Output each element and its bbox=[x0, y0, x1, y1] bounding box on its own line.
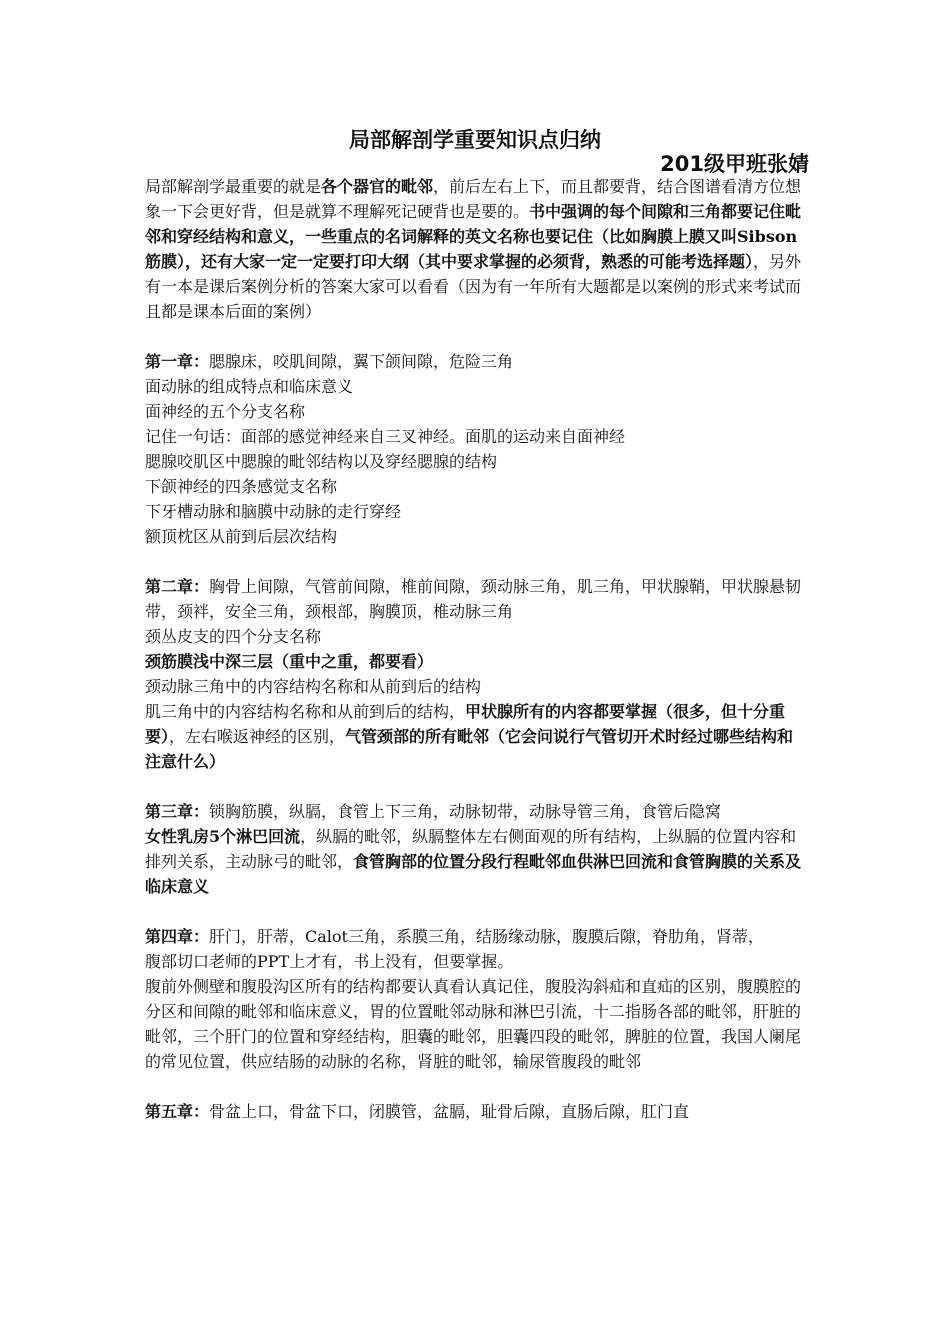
document-title: 局部解剖学重要知识点归纳 bbox=[349, 128, 601, 152]
chapter-2-topics: 胸骨上间隙，气管前间隙，椎前间隙，颈动脉三角，肌三角，甲状腺鞘，甲状腺悬韧带，颈袢，安全三角，颈根部，胸膜顶，椎动脉三角 bbox=[145, 577, 802, 621]
chapter-1-heading bbox=[145, 349, 807, 374]
chapter-2-paragraph bbox=[145, 699, 807, 774]
spacer bbox=[145, 324, 807, 349]
chapter-2-text: ，左右喉返神经的区别， bbox=[169, 727, 346, 746]
chapter-4-label: 第四章： bbox=[145, 927, 210, 946]
chapter-4-line: 腹部切口老师的PPT上才有，书上没有，但要掌握。 bbox=[145, 952, 514, 971]
chapter-5-topics: 骨盆上口，骨盆下口，闭膜管，盆膈，耻骨后隙，直肠后隙，肛门直 bbox=[209, 1102, 690, 1121]
spacer bbox=[145, 549, 807, 574]
chapter-4-paragraph: 腹前外侧壁和腹股沟区所有的结构都要认真看认真记住，腹股沟斜疝和直疝的区别，腹膜腔的分区和间隙的毗邻和临床意义，胃的位置毗邻动脉和淋巴引流，十二指肠各部的毗邻，肝脏的毗邻，三个肝门的位置和穿经结构，胆囊的毗邻，胆囊四段的毗邻，脾脏的位置，我国人阑尾的常见位置，供应结肠的动脉的名称，肾脏的毗邻，输尿管腹段的毗邻 bbox=[145, 977, 802, 1071]
chapter-1-line: 额顶枕区从前到后层次结构 bbox=[145, 527, 338, 546]
chapter-1-line: 下牙槽动脉和脑膜中动脉的走行穿经 bbox=[145, 502, 402, 521]
chapter-3-bold-text: 女性乳房5个淋巴回流 bbox=[145, 827, 301, 846]
chapter-1-line: 面神经的五个分支名称 bbox=[145, 402, 306, 421]
intro-bold-2: 书中强调的每个间隙和三角都要记住毗邻和穿经结构和意义，一些重点的名词解释的英文名称也要记住（比如胸膜上膜又叫Sibson筋膜），还有大家一定一定要打印大纲（其中要求掌握的必须背，熟悉的可能考选择题） bbox=[145, 202, 802, 271]
chapter-2-line: 颈丛皮支的四个分支名称 bbox=[145, 627, 322, 646]
chapter-1-line: 记住一句话：面部的感觉神经来自三叉神经。面肌的运动来自面神经 bbox=[145, 427, 626, 446]
chapter-1-label: 第一章： bbox=[145, 352, 210, 371]
chapter-2-bold-text: 甲状腺所有的内容都要掌握（很多，但十分重要） bbox=[145, 702, 786, 746]
intro-text-1: 局部解剖学最重要的就是 bbox=[145, 177, 322, 196]
spacer bbox=[145, 774, 807, 799]
document-author: 201级甲班张婧 bbox=[660, 152, 809, 176]
chapter-3-text: ，纵膈的毗邻，纵膈整体左右侧面观的所有结构，上纵膈的位置内容和排列关系，主动脉弓的毗邻， bbox=[145, 827, 797, 871]
chapter-4-topics: 肝门，肝蒂，Calot三角，系膜三角，结肠缘动脉，腹膜后隙，脊肋角，肾蒂， bbox=[209, 927, 764, 946]
chapter-2-heading bbox=[145, 574, 807, 624]
intro-text-3: ，另外有一本是课后案例分析的答案大家可以看看（因为有一年所有大题都是以案例的形式来考试而且都是课本后面的案例） bbox=[145, 252, 802, 321]
chapter-2-bold-line: 颈筋膜浅中深三层（重中之重，都要看） bbox=[145, 652, 434, 671]
chapter-1-line: 腮腺咬肌区中腮腺的毗邻结构以及穿经腮腺的结构 bbox=[145, 452, 498, 471]
chapter-1-topics: 腮腺床，咬肌间隙，翼下颌间隙，危险三角 bbox=[209, 352, 514, 371]
chapter-2-line bbox=[145, 649, 807, 674]
chapter-2-label: 第二章： bbox=[145, 577, 210, 596]
intro-bold-1: 各个器官的毗邻 bbox=[321, 177, 434, 196]
chapter-3-topics: 锁胸筋膜，纵膈，食管上下三角，动脉韧带，动脉导管三角，食管后隐窝 bbox=[209, 802, 722, 821]
chapter-3-label: 第三章： bbox=[145, 802, 210, 821]
chapter-4-heading bbox=[145, 924, 807, 949]
chapter-3-paragraph bbox=[145, 824, 807, 899]
document-body bbox=[145, 174, 807, 1124]
chapter-2-line: 颈动脉三角中的内容结构名称和从前到后的结构 bbox=[145, 677, 482, 696]
chapter-3-bold-text: 食管胸部的位置分段行程毗邻血供淋巴回流和食管胸膜的关系及临床意义 bbox=[145, 852, 802, 896]
intro-text-2: ，前后左右上下，而且都要背，结合图谱看清方位想象一下会更好背，但是就算不理解死记硬背也是要的。 bbox=[145, 177, 802, 221]
chapter-1-line: 面动脉的组成特点和临床意义 bbox=[145, 377, 354, 396]
intro-paragraph bbox=[145, 174, 807, 324]
chapter-1-line: 下颌神经的四条感觉支名称 bbox=[145, 477, 338, 496]
spacer bbox=[145, 899, 807, 924]
chapter-5-heading bbox=[145, 1099, 807, 1124]
spacer bbox=[145, 1074, 807, 1099]
chapter-5-label: 第五章： bbox=[145, 1102, 210, 1121]
chapter-2-text: 肌三角中的内容结构名称和从前到后的结构， bbox=[145, 702, 466, 721]
chapter-3-heading bbox=[145, 799, 807, 824]
chapter-2-bold-text: 气管颈部的所有毗邻（它会问说行气管切开术时经过哪些结构和注意什么） bbox=[145, 727, 794, 771]
